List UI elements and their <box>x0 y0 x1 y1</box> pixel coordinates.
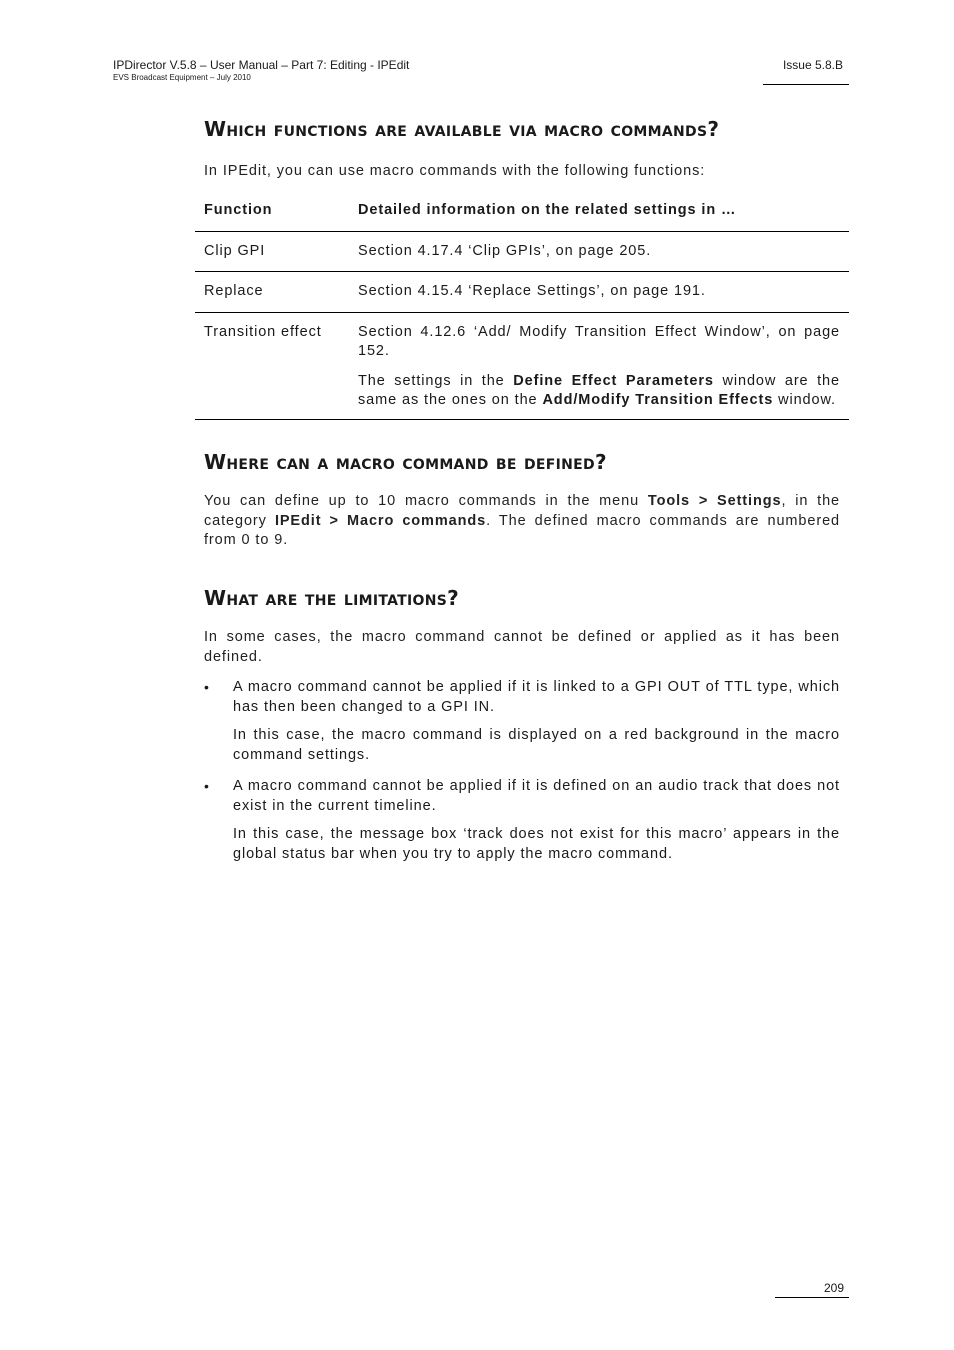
note-bold-add-modify: Add/Modify Transition Effects <box>542 392 774 408</box>
where-bold-category: IPEdit > Macro commands <box>274 512 487 529</box>
bullet-text: A macro command cannot be applied if it is defined on an audio track that does not exist in the current timeline. <box>233 778 840 814</box>
note-text: window are the same as the ones on the <box>358 372 840 408</box>
limitations-intro: In some cases, the macro command cannot be defined or applied as it has been defined. <box>204 629 840 665</box>
table-row <box>195 272 849 313</box>
heading-functions: Which functions are available via macro commands? <box>204 117 720 141</box>
cell-function: Replace <box>195 272 358 313</box>
table-row <box>195 312 849 419</box>
note-text: window. <box>773 392 836 408</box>
footer-rule <box>775 1297 849 1298</box>
list-item <box>204 678 840 765</box>
bullet-text: A macro command cannot be applied if it is linked to a GPI OUT of TTL type, which has then been changed to a GPI IN. <box>233 679 840 715</box>
bullet-detail: In this case, the message box ‘track does not exist for this macro’ appears in the global status bar when you try to apply the macro command. <box>233 826 840 862</box>
section-functions <box>204 114 840 182</box>
cell-info-note <box>358 372 840 411</box>
page-header <box>113 58 409 83</box>
cell-info <box>358 312 849 419</box>
note-bold-define-effect: Define Effect Parameters <box>513 372 714 389</box>
bullet-detail: In this case, the macro command is displayed on a red background in the macro command settings. <box>233 727 840 763</box>
table-row <box>195 231 849 272</box>
section-limitations <box>204 585 840 864</box>
section-where <box>204 449 840 551</box>
list-item <box>204 777 840 864</box>
functions-table <box>195 197 849 420</box>
cell-function: Clip GPI <box>195 231 358 272</box>
cell-info-text: Section 4.12.6 ‘Add/ Modify Transition Effect Window’, on page 152. <box>358 323 840 359</box>
cell-info-text: Section 4.15.4 ‘Replace Settings’, on page 191. <box>358 283 706 299</box>
heading-where: Where can a macro command be defined? <box>204 450 607 474</box>
header-subtitle: EVS Broadcast Equipment – July 2010 <box>113 73 251 82</box>
header-issue: Issue 5.8.B <box>782 58 843 72</box>
col-function-header: Function <box>204 202 273 218</box>
heading-limitations: What are the limitations? <box>204 586 460 610</box>
header-title: IPDirector V.5.8 – User Manual – Part 7: Editing - IPEdit <box>113 58 410 72</box>
where-text: . The defined macro commands are numbered from 0 to 9. <box>204 512 840 548</box>
where-text: , in the category <box>204 493 840 529</box>
where-text: You can define up to 10 macro commands in the menu <box>204 493 648 509</box>
limitations-list <box>204 678 840 864</box>
header-rule <box>763 84 849 85</box>
note-text: The settings in the <box>358 372 514 389</box>
cell-function: Transition effect <box>195 312 358 419</box>
cell-info <box>358 272 849 313</box>
where-paragraph <box>204 492 840 551</box>
cell-info-text: Section 4.17.4 ‘Clip GPIs’, on page 205. <box>358 242 652 259</box>
bullet-icon: • <box>204 679 209 695</box>
col-info-header: Detailed information on the related settings in … <box>358 202 737 218</box>
where-bold-menu: Tools > Settings <box>647 493 782 509</box>
bullet-icon: • <box>204 778 209 794</box>
cell-info <box>358 231 849 272</box>
table-header-row <box>195 197 849 231</box>
functions-intro: In IPEdit, you can use macro commands with the following functions: <box>204 163 706 179</box>
page-number: 209 <box>823 1281 844 1295</box>
